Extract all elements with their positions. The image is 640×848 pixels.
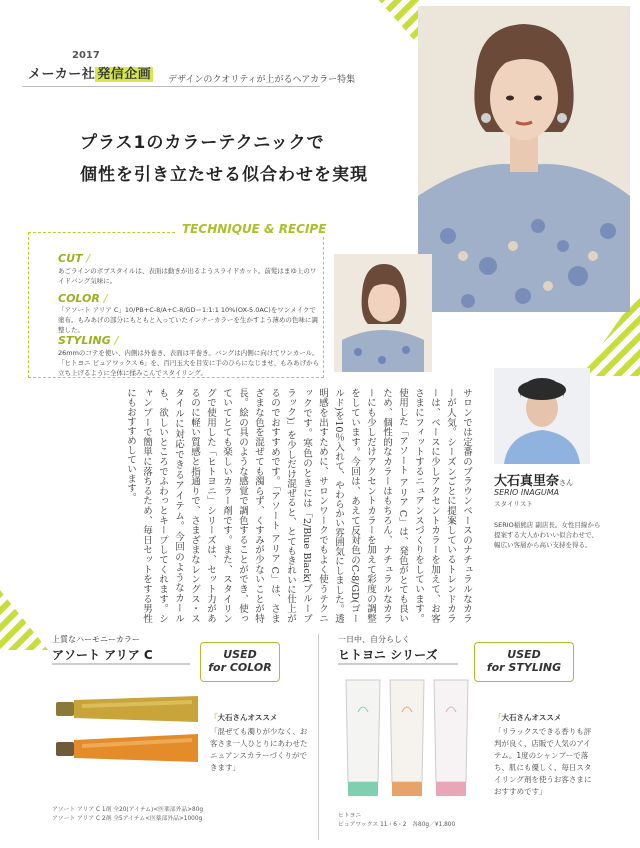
decor-stripes-top — [360, 0, 422, 70]
styling-spec-line-1: ヒトヨニ — [338, 813, 362, 819]
color-label: COLOR / — [58, 292, 108, 305]
styling-spec-line-2: ピュアワックス 11・6・2 各80g／¥1,800 — [338, 822, 456, 828]
header-badge-prefix: メーカー社 — [28, 67, 96, 82]
header-subtitle: デザインのクオリティが上がるヘアカラー特集 — [168, 75, 356, 85]
article-body — [34, 388, 474, 633]
styling-product-spec — [338, 812, 538, 830]
technique-title: TECHNIQUE & RECIPE — [176, 222, 332, 236]
stylist-honorific: さん — [559, 479, 574, 487]
article-text: サロンでは定番のブラウンベースのナチュラルなカラーが人気。シーズンごとに提案しているトレンドカラーは、ベースに少しアクセントカラーを加えて、お客さまにフィットするニュアンスづくりをしています。使用した「アソート アリア C」は、発色がとても良いため、個性的なカラーはもちろん、ナチュラルなカラーにも少しだけアクセントカラーを加えて彩度の調整をしています。今回は、あえて反対色のC-8/GD(ゴールド)を10％入れて、やわらかい雰囲気にしました。透明感を出すために、サロンワークでもよく使うテクニックです。寒色のときには「2/Blue Black(ブルーブラック)」を少しだけ混ぜると、とてもきれいに仕上がるのでおすすめです。「アソート アリア C」は、さまざまな色を混ぜても濁らず、くすみが少ないことが特長。絵の具のような感覚で調色することができ、使っていてとても楽しいカラー剤です。また、スタイリングで使用した「ヒトヨニ」シリーズは、セット力があるのに軽い質感と指通りで、さまざまなレングス・スタイルに対応できるアイテム。今回のようなカールも、欲しいところでふわっとキープしてくれます。シャンプーで簡単に落ちるため、毎日セットをする男性にもおすすめしています。 — [125, 388, 472, 623]
used-for-color-line-1: USED — [223, 648, 257, 661]
wax-tube-pink-icon — [434, 680, 468, 796]
color-spec-line-2: アソート アリア C 2剤 全5アイテム<医薬部外品>1000g — [52, 816, 203, 822]
headline-line-2 — [80, 160, 368, 185]
color-product-eyebrow: 上質なハーモニーカラー — [52, 635, 140, 644]
color-spec-line-1: アソート アリア C 1剤 全20(アイテム)<医薬部外品>80g — [52, 807, 204, 813]
wax-tube-green-icon — [346, 680, 380, 796]
orange-tube-icon — [56, 734, 198, 762]
styling-rec-label: 「 大石さんオススメ — [494, 712, 561, 723]
color-product-underline — [52, 663, 190, 665]
color-text: 「アソート アリア C」10/PB+C-8/A+C-8/GD＝1:1:1 10%(OX-5.0AC)をワンメイクで塗布。もみあげの部分にもともと入っていたインナーカラーを生かすよう薄めの色味に調整した。 — [58, 306, 318, 334]
stylist-name-text: 大石真里奈 — [494, 474, 560, 489]
styling-product-name: ヒトヨニ シリーズ — [338, 648, 438, 662]
color-rec-quote: 「混ぜても濁りが少なく、お客さま一人ひとりにあわせたニュアンスカラーづくりができます」 — [210, 727, 308, 772]
color-product-name: アソート アリア C — [52, 648, 153, 662]
used-for-styling-badge — [474, 642, 574, 682]
stylist-name — [494, 470, 573, 489]
used-for-color-line-2: for COLOR — [208, 661, 272, 674]
gold-tube-icon — [56, 696, 198, 722]
wax-tube-orange-icon — [390, 680, 424, 796]
styling-text: 26mmのコテを使い、内側は外巻き、表面は平巻き。バングは内側に向けてワンカール。「ヒトヨニ ピュアワックス 6」を、百円玉大を目安に手のひらになじませ、もみあげから立ち上げるように全体に揉みこんでスタイリング。 — [58, 349, 320, 377]
color-rec-label: 「 大石さんオススメ — [210, 712, 277, 723]
header-badge — [28, 63, 153, 82]
color-product-spec — [52, 806, 302, 824]
stylist-salon: SERIO INAGUMA — [494, 488, 560, 497]
styling-product-tubes — [338, 672, 478, 808]
used-for-color-badge — [200, 642, 280, 682]
hero-model-photo — [418, 6, 630, 312]
styling-product-eyebrow: 一日中、自分らしく — [338, 635, 410, 644]
headline-line-1-text: プラス1のカラーテクニックで — [80, 133, 325, 153]
header-year: 2017 — [72, 50, 100, 61]
color-product-tubes — [52, 690, 202, 790]
styling-product-underline — [338, 663, 458, 665]
model-side-photo — [334, 254, 432, 372]
used-for-styling-line-2: for STYLING — [486, 661, 562, 674]
used-for-styling-line-1: USED — [507, 648, 541, 661]
header-badge-highlight: 発信企画 — [97, 67, 152, 82]
header-divider — [22, 86, 320, 87]
headline-line-2-text: 個性を引き立たせる似合わせを実現 — [80, 165, 368, 185]
headline-line-1 — [80, 128, 325, 153]
cut-text: あごラインのボブスタイルは、表面は動きが出るようスライドカット。前髪はまゆ上のワイドバング気味に。 — [58, 267, 317, 285]
styling-rec-quote: 「リラックスできる香りも評判が良く、店販で人気のアイテム。1度のシャンプーで落ち、肌にも優しく、毎日スタイリング剤を使うお客さまにおすすめです」 — [494, 727, 592, 796]
stylist-role: スタイリスト — [494, 500, 533, 508]
styling-label: STYLING / — [58, 334, 119, 347]
cut-label: CUT / — [58, 252, 90, 265]
stylist-description: SERIO稲熊店 副店長。女性目線から提案する大人かわいい似合わせで、幅広い客層から高い支持を得る。 — [494, 521, 601, 549]
products-divider — [318, 634, 319, 840]
stylist-photo — [494, 368, 590, 464]
